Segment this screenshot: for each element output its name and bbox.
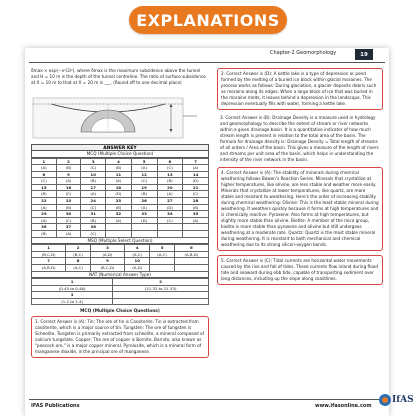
mcq-cell: 30 bbox=[56, 211, 81, 218]
nat-cell bbox=[113, 292, 209, 299]
chapter-title: Chapter-2 Geomorphology bbox=[270, 50, 337, 56]
mcq-cell: (B) bbox=[81, 217, 106, 224]
mcq-cell: (C) bbox=[56, 217, 81, 224]
mcq-cell: (C) bbox=[56, 191, 81, 198]
msq-cell: 7 bbox=[32, 258, 66, 265]
msq-cell: 10 bbox=[125, 258, 150, 265]
mcq-cell: (A) bbox=[131, 204, 157, 211]
mcq-cell: 31 bbox=[81, 211, 106, 218]
mcq-row bbox=[32, 178, 209, 185]
mcq-cell: (B) bbox=[106, 204, 132, 211]
msq-cell: (A,B,D) bbox=[174, 251, 208, 258]
nat-cell: (21.32 to 21.33) bbox=[113, 285, 209, 292]
answer-5-text: 5. Correct Answer is (C): Tidal currents are horizontal water movements caused by the rise and fall of tides. These currents flow inland during flood tide and seaward during ebb tide, capable of transporting sediment over long distances, including up the slope along coastlines. bbox=[221, 258, 378, 281]
mcq-cell: 1 bbox=[32, 158, 57, 165]
mcq-cell: (C) bbox=[81, 165, 106, 172]
mcq-cell: (B) bbox=[32, 231, 57, 238]
nat-row bbox=[32, 279, 209, 286]
msq-row bbox=[32, 251, 209, 258]
msq-key-title: MSQ (Multiple Select Question) bbox=[31, 238, 209, 245]
answer-4-box bbox=[217, 167, 383, 251]
mcq-cell: (B) bbox=[131, 191, 157, 198]
footer-divider bbox=[29, 399, 385, 400]
mcq-answer-table bbox=[31, 158, 209, 238]
mcq-row bbox=[32, 224, 209, 231]
page-footer bbox=[25, 399, 389, 416]
mcq-cell: 8 bbox=[32, 171, 57, 178]
mcq-row bbox=[32, 217, 209, 224]
mcq-row bbox=[32, 204, 209, 211]
explanations-banner bbox=[0, 0, 416, 40]
mcq-cell: (C) bbox=[157, 165, 183, 172]
answer-key-title: ANSWER KEY bbox=[31, 144, 209, 151]
mcq-cell: 20 bbox=[157, 184, 183, 191]
mcq-cell: 11 bbox=[106, 171, 132, 178]
mcq-cell: 4 bbox=[106, 158, 132, 165]
mcq-cell: (A) bbox=[32, 217, 57, 224]
mcq-cell: (B) bbox=[183, 204, 209, 211]
mcq-cell bbox=[106, 224, 132, 231]
mcq-cell: (C) bbox=[183, 191, 209, 198]
page-number: 19 bbox=[355, 49, 373, 60]
msq-cell: (A,C) bbox=[125, 251, 150, 258]
mcq-cell: 35 bbox=[183, 211, 209, 218]
mcq-cell: 18 bbox=[106, 184, 132, 191]
mcq-cell: (B) bbox=[56, 165, 81, 172]
msq-cell bbox=[150, 264, 175, 271]
brand-logo bbox=[379, 384, 416, 416]
mcq-row bbox=[32, 231, 209, 238]
mcq-cell: 13 bbox=[157, 171, 183, 178]
mcq-cell: 17 bbox=[81, 184, 106, 191]
msq-cell: 2 bbox=[66, 245, 91, 252]
msq-cell: 9 bbox=[90, 258, 124, 265]
mcq-cell: 3 bbox=[81, 158, 106, 165]
intro-question-text: δmax × exp(−x²/2i²), where δmax is the maximum subsidence above the tunnel and H = 10 m is the depth of the tunnel centreline. The ratio of surface subsidence at X = 10 m to that at X = 20 m is ___. (Round off to one decimal place) bbox=[31, 68, 206, 85]
mcq-cell: (C) bbox=[131, 178, 157, 185]
answer-2-text: 2. Correct Answer is (D): A kettle lake is a type of depression or pond formed by the melting of a buried ice block within glacial moraines. The process works as follows: During glaciation, a glacier deposits debris such as moraine along its edges. When a large block of ice that was buried in the moraine melts, it leaves behind a depression in the landscape. This depression eventually fills with water, forming a kettle lake. bbox=[221, 71, 377, 106]
mcq-cell: 2 bbox=[56, 158, 81, 165]
website-link[interactable]: www.ifasonline.com bbox=[315, 403, 372, 409]
mcq-row bbox=[32, 158, 209, 165]
msq-cell: 6 bbox=[174, 245, 208, 252]
logo-emblem-icon bbox=[379, 394, 391, 406]
mcq-cell: 26 bbox=[131, 198, 157, 205]
mcq-cell: (C) bbox=[81, 204, 106, 211]
mcq-cell: (A) bbox=[32, 204, 57, 211]
mcq-cell: 32 bbox=[106, 211, 132, 218]
msq-answer-table bbox=[31, 244, 209, 271]
msq-cell bbox=[174, 258, 208, 265]
tunnel-diagram-figure bbox=[31, 90, 201, 140]
mcq-cell: (D) bbox=[157, 204, 183, 211]
mcq-cell: 19 bbox=[131, 184, 157, 191]
mcq-cell: (B) bbox=[81, 178, 106, 185]
mcq-cell bbox=[131, 231, 157, 238]
mcq-cell bbox=[131, 224, 157, 231]
mcq-cell: (B) bbox=[106, 165, 132, 172]
mcq-cell: (B) bbox=[56, 204, 81, 211]
mcq-cell: (A) bbox=[56, 178, 81, 185]
mcq-cell: (B) bbox=[157, 178, 183, 185]
msq-cell bbox=[174, 264, 208, 271]
msq-row bbox=[32, 264, 209, 271]
mcq-cell: (C) bbox=[81, 231, 106, 238]
mcq-cell bbox=[157, 224, 183, 231]
msq-cell: (B,C) bbox=[66, 251, 91, 258]
mcq-cell: 12 bbox=[131, 171, 157, 178]
mcq-cell: (D) bbox=[131, 217, 157, 224]
nat-key-title: NAT (Numerical Answer Type) bbox=[31, 272, 209, 279]
msq-cell: 1 bbox=[32, 245, 66, 252]
mcq-cell: 22 bbox=[32, 198, 57, 205]
mcq-cell bbox=[183, 224, 209, 231]
mcq-cell: 21 bbox=[183, 184, 209, 191]
mcq-cell bbox=[183, 231, 209, 238]
msq-row bbox=[32, 258, 209, 265]
msq-cell: 8 bbox=[66, 258, 91, 265]
mcq-cell: 9 bbox=[56, 171, 81, 178]
left-column bbox=[31, 68, 209, 358]
msq-cell: (B,C,D) bbox=[32, 251, 66, 258]
mcq-cell: 15 bbox=[32, 184, 57, 191]
mcq-cell: 6 bbox=[157, 158, 183, 165]
mcq-row bbox=[32, 171, 209, 178]
mcq-cell: (A) bbox=[106, 217, 132, 224]
nat-cell bbox=[113, 298, 209, 305]
mcq-row bbox=[32, 198, 209, 205]
msq-cell: (B,C,D) bbox=[90, 264, 124, 271]
answer-2-box bbox=[217, 68, 383, 110]
document-page bbox=[25, 48, 389, 416]
mcq-cell: (C) bbox=[32, 178, 57, 185]
msq-cell: (A,C) bbox=[150, 251, 175, 258]
mcq-row bbox=[32, 184, 209, 191]
mcq-row bbox=[32, 165, 209, 172]
mcq-cell: (A) bbox=[131, 165, 157, 172]
answer-1-text: 1. Correct Answer is (A): Tin: The ore of tin is Cassiterite. Tin is extracted from cassiterite, which is a major source of tin. Tungsten: The ore of tungsten is Scheelite. Tungsten is primarily extracted from scheelite, a mineral composed of calcium tungstate. Copper: The ore of copper is Bornite. Bornite, also known as "peacock ore," is a major copper mineral. Pyrolusite, which is a mineral form of manganese dioxide, is the principal ore of manganese. bbox=[35, 319, 205, 355]
mcq-cell: (A) bbox=[32, 165, 57, 172]
answer-3-text: 3. Correct Answer is (B): Drainage Density is a measure used in hydrology and geomorphology to describe the extent of stream or river networks within a given drainage basin. It is a quantitative indicator of how much stream length is present in relation to the total area of the basin. The formula for drainage density is: Drainage Density = Total length of streams of all orders / Area of the basin. This gives a measure of the length of rivers and streams per unit area of the basin, which helps in understanding the intensity of the river network in the basin. bbox=[220, 115, 379, 162]
header-divider bbox=[29, 62, 385, 63]
mcq-solutions-heading: MCQ (Multiple Choice Questions) bbox=[80, 309, 160, 315]
mcq-cell: 38 bbox=[81, 224, 106, 231]
answer-4-text: 4. Correct Answer is (A): The stability of minerals during chemical weathering follows Bowen's Reaction Series. Minerals that crystallize at higher temperatures, like olivine, are less stable and weather more easily. Minerals that crystallize at lower temperatures, like quartz, are more stable and resistant to weathering. Here's the order of increasing stability during chemical weathering: Olivine: This is the least stable mineral during weathering. It weathers quickly because it forms at high temperatures and is chemically reactive. Pyroxene: Also forms at high temperatures, but slightly more stable than olivine. Biotite: A member of the mica group, biotite is more stable than pyroxene and olivine but still undergoes weathering at a moderate rate. Quartz: Quartz is the most stable mineral during weathering. It is resistant to both mechanical and chemical weathering due to its strong silicon-oxygen bonds. bbox=[221, 170, 379, 247]
nat-cell: 3 bbox=[32, 292, 113, 299]
publisher-name: IFAS Publications bbox=[31, 403, 80, 409]
mcq-cell: 28 bbox=[183, 198, 209, 205]
mcq-cell: (A) bbox=[81, 191, 106, 198]
mcq-cell: 10 bbox=[81, 171, 106, 178]
nat-row bbox=[32, 298, 209, 305]
nat-answer-table bbox=[31, 278, 209, 305]
msq-cell: (A,D) bbox=[90, 251, 124, 258]
explanations-title: EXPLANATIONS bbox=[136, 10, 280, 30]
mcq-cell: 36 bbox=[32, 224, 57, 231]
mcq-cell bbox=[157, 231, 183, 238]
mcq-cell: 33 bbox=[131, 211, 157, 218]
mcq-cell: 14 bbox=[183, 171, 209, 178]
nat-cell: 1 bbox=[32, 279, 113, 286]
msq-cell: 3 bbox=[90, 245, 124, 252]
nat-cell: 2 bbox=[113, 279, 209, 286]
answer-5-box bbox=[217, 255, 383, 285]
nat-row bbox=[32, 285, 209, 292]
mcq-cell: (C) bbox=[157, 217, 183, 224]
msq-cell: (A,D) bbox=[125, 264, 150, 271]
msq-cell: 5 bbox=[150, 245, 175, 252]
mcq-cell: 25 bbox=[106, 198, 132, 205]
msq-cell: (A,C) bbox=[66, 264, 91, 271]
msq-cell: 4 bbox=[125, 245, 150, 252]
msq-cell: (A,B,D) bbox=[32, 264, 66, 271]
nat-cell: (1.2 to 1.4) bbox=[32, 298, 113, 305]
page-header bbox=[25, 48, 389, 64]
mcq-cell: 23 bbox=[56, 198, 81, 205]
nat-cell: (0.45 to 0.46) bbox=[32, 285, 113, 292]
mcq-cell: 29 bbox=[32, 211, 57, 218]
msq-row bbox=[32, 245, 209, 252]
mcq-cell: 37 bbox=[56, 224, 81, 231]
mcq-cell: (D) bbox=[106, 191, 132, 198]
mcq-cell: (A) bbox=[157, 191, 183, 198]
mcq-cell: 34 bbox=[157, 211, 183, 218]
tunnel-subsidence-diagram bbox=[31, 90, 201, 140]
mcq-row bbox=[32, 191, 209, 198]
mcq-cell: 24 bbox=[81, 198, 106, 205]
msq-cell bbox=[150, 258, 175, 265]
mcq-cell: (A) bbox=[56, 231, 81, 238]
mcq-cell bbox=[106, 231, 132, 238]
mcq-key-title: MCQ (Multiple Choice Question) bbox=[31, 151, 209, 158]
mcq-cell: (A) bbox=[183, 165, 209, 172]
mcq-cell: (A) bbox=[183, 217, 209, 224]
explanations-title-pill bbox=[129, 6, 287, 34]
mcq-cell: (B) bbox=[32, 191, 57, 198]
mcq-row bbox=[32, 211, 209, 218]
mcq-cell: 27 bbox=[157, 198, 183, 205]
mcq-cell: 7 bbox=[183, 158, 209, 165]
mcq-cell: (A) bbox=[106, 178, 132, 185]
logo-text: IfAS bbox=[392, 395, 414, 405]
right-column bbox=[217, 68, 383, 285]
mcq-cell: 16 bbox=[56, 184, 81, 191]
nat-row bbox=[32, 292, 209, 299]
answer-1-box bbox=[31, 316, 209, 358]
mcq-cell: (D) bbox=[183, 178, 209, 185]
mcq-cell: 5 bbox=[131, 158, 157, 165]
